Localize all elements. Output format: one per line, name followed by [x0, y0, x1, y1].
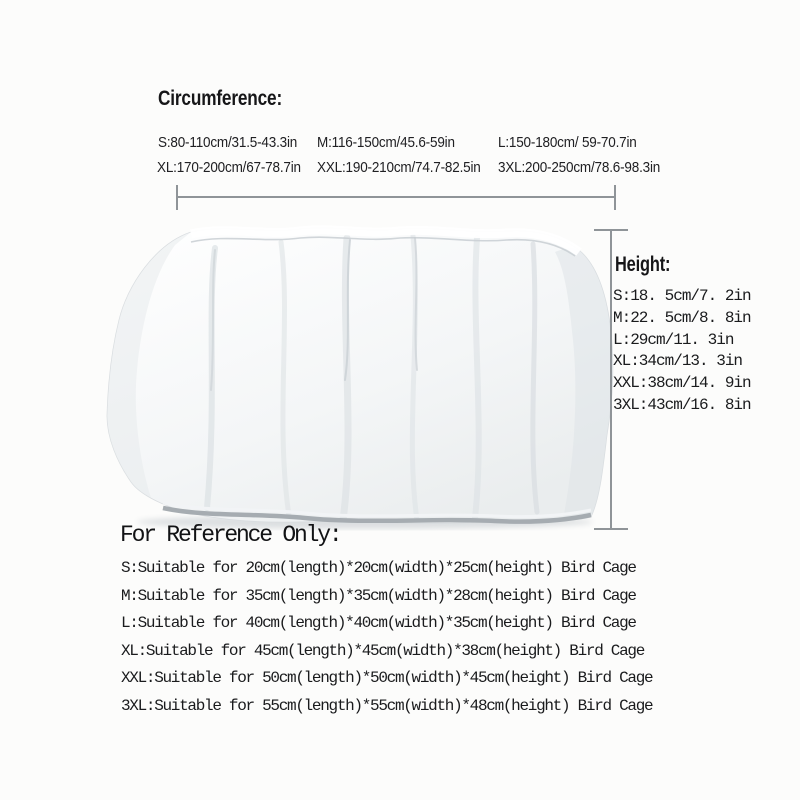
reference-item-xl: XL:Suitable for 45cm(length)*45cm(width)*38cm(height) Bird Cage	[121, 641, 644, 660]
dimension-bar-horizontal	[177, 196, 615, 198]
reference-item-l: L:Suitable for 40cm(length)*40cm(width)*35cm(height) Bird Cage	[121, 614, 636, 632]
circumference-size-l: L:150-180cm/ 59-70.7in	[498, 134, 637, 151]
fabric-body	[107, 228, 613, 524]
height-item-l: L:29cm/11. 3in	[613, 330, 734, 349]
width-dimension-line	[176, 185, 616, 210]
circumference-size-m: M:116-150cm/45.6-59in	[317, 134, 455, 151]
height-item-xl: XL:34cm/13. 3in	[613, 352, 743, 371]
circumference-size-xxl: XXL:190-210cm/74.7-82.5in	[317, 159, 481, 176]
height-item-3xl: 3XL:43cm/16. 8in	[613, 395, 751, 414]
circumference-size-s: S:80-110cm/31.5-43.3in	[158, 134, 298, 151]
dimension-bar-vertical	[610, 230, 612, 529]
circumference-title: Circumference:	[158, 87, 283, 110]
reference-title: For Reference Only:	[120, 522, 341, 548]
height-title: Height:	[615, 253, 671, 276]
dimension-cap-right	[614, 185, 616, 210]
reference-item-3xl: 3XL:Suitable for 55cm(length)*55cm(width)*48cm(height) Bird Cage	[121, 696, 653, 715]
circumference-size-xl: XL:170-200cm/67-78.7in	[157, 159, 301, 176]
reference-item-m: M:Suitable for 35cm(length)*35cm(width)*28cm(height) Bird Cage	[121, 586, 636, 605]
product-photo	[95, 220, 620, 532]
reference-item-xxl: XXL:Suitable for 50cm(length)*50cm(width)*45cm(height) Bird Cage	[121, 669, 653, 687]
reference-item-s: S:Suitable for 20cm(length)*20cm(width)*25cm(height) Bird Cage	[121, 559, 636, 577]
reference-list	[121, 555, 652, 720]
circumference-size-3xl: 3XL:200-250cm/78.6-98.3in	[498, 159, 661, 176]
height-list	[613, 286, 751, 417]
dimension-cap-bottom	[594, 528, 628, 530]
height-item-m: M:22. 5cm/8. 8in	[613, 308, 751, 327]
height-item-s: S:18. 5cm/7. 2in	[613, 287, 751, 305]
height-item-xxl: XXL:38cm/14. 9in	[613, 374, 751, 393]
